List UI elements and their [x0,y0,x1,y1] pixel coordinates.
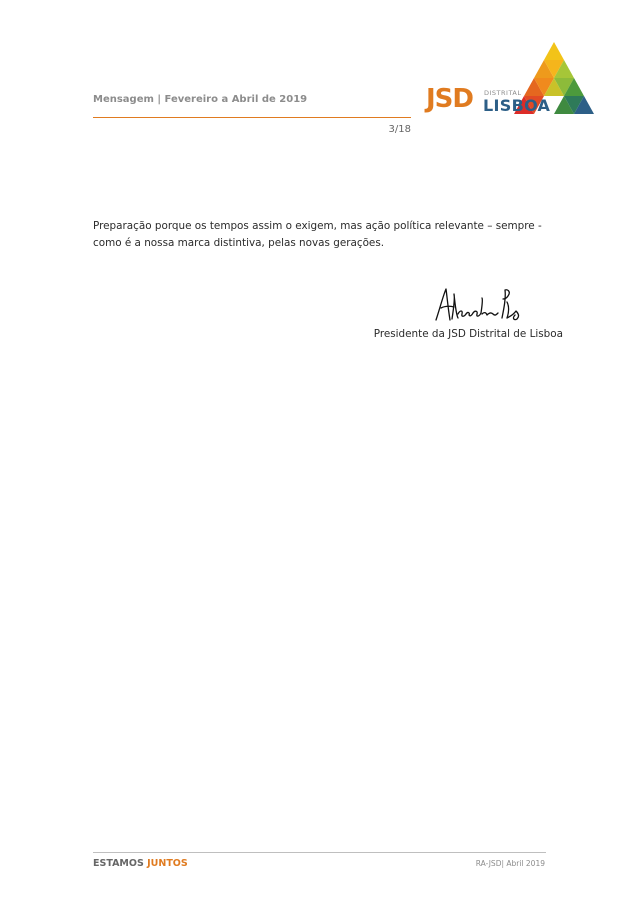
page-number: 3/18 [388,124,411,135]
document-header-title: Mensagem | Fevereiro a Abril de 2019 [93,94,308,105]
jsd-lisboa-logo [424,42,598,120]
footer-slogan-part2: JUNTOS [147,858,188,869]
logo-jsd-text: JSD [426,84,473,114]
body-paragraph: Preparação porque os tempos assim o exigem, mas ação política relevante – sempre - como é a nossa marca distintiva, pelas novas gerações. [93,220,542,249]
logo-lisboa-text: LISBOA [483,96,551,115]
header-divider [93,117,411,118]
footer-reference: RA-JSD| Abril 2019 [475,859,545,868]
handwritten-signature [432,286,524,326]
footer-slogan-part1: ESTAMOS [93,858,144,869]
footer-divider [93,852,546,853]
signature-caption: Presidente da JSD Distrital de Lisboa [373,328,563,340]
message-body [93,218,563,252]
footer-slogan [93,858,188,869]
logo-distrital-text: DISTRITAL [484,89,522,97]
